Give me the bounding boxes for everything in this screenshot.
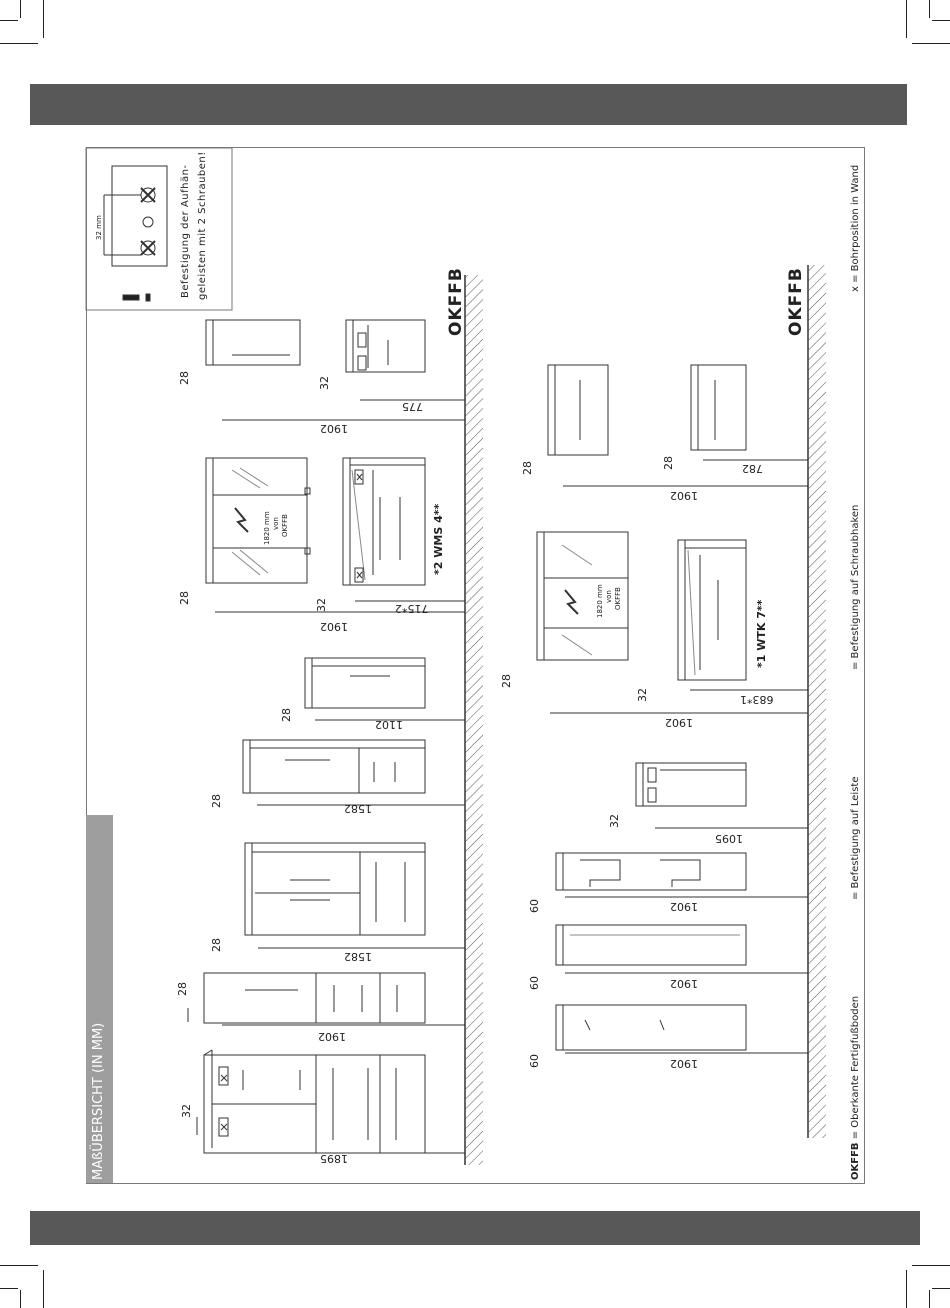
dim-1902-b: 1902	[320, 620, 348, 633]
product-wtk7: *1 WTK 7**	[755, 599, 768, 668]
floor-label-upper: OKFFB	[446, 267, 466, 336]
dim-32-2: 32	[315, 598, 328, 612]
dim-28-9: 28	[662, 456, 675, 470]
dim-28-4: 28	[280, 708, 293, 722]
dim-1102: 1102	[375, 718, 403, 731]
dim-715: 715*2	[395, 602, 429, 615]
unit-1895	[197, 1050, 465, 1153]
mirror-label-a-3: OKFFB	[281, 514, 289, 537]
unit-1102	[305, 658, 465, 720]
dim-32-5: 32	[636, 688, 649, 702]
dim-28-2: 28	[210, 938, 223, 952]
note-line-2: geleisten mit 2 Schrauben!	[197, 151, 208, 300]
note-line-1: Befestigung der Aufhän-	[180, 164, 191, 298]
dim-1902-g: 1902	[665, 716, 693, 729]
unit-1582-a	[245, 843, 465, 948]
mirror-label-b-1: 1820 mm	[596, 584, 604, 618]
page-title: MAßÜBERSICHT (IN MM)	[91, 1022, 106, 1180]
unit-wms4	[343, 458, 465, 601]
dim-28-3: 28	[210, 794, 223, 808]
dim-32-3: 32	[318, 376, 331, 390]
unit-1582-b	[243, 740, 465, 805]
mirror-label-a-2: von	[272, 517, 280, 530]
product-wms4: *2 WMS 4**	[432, 503, 445, 575]
floor-label-lower: OKFFB	[786, 267, 806, 336]
unit-shelf-a	[556, 1005, 808, 1053]
mirror-label-b-3: OKFFB	[614, 587, 622, 610]
legend-haken: = Befestigung auf Schraubhaken	[850, 504, 861, 670]
dim-782: 782	[742, 462, 763, 475]
dim-60-3: 60	[528, 899, 541, 913]
dim-1095: 1095	[715, 832, 743, 845]
dim-775: 775	[402, 400, 423, 413]
dim-1582-b: 1582	[344, 802, 372, 815]
note-box	[86, 148, 232, 310]
unit-1902-c	[548, 365, 808, 486]
dim-1902-d: 1902	[670, 1057, 698, 1070]
dim-28-5: 28	[178, 591, 191, 605]
dim-28-6: 28	[178, 371, 191, 385]
dim-1895: 1895	[320, 1152, 348, 1165]
mirror-label-a-1: 1820 mm	[263, 511, 271, 545]
unit-shelf-b	[556, 925, 808, 973]
dim-1902-h: 1902	[670, 489, 698, 502]
unit-shelf-c	[556, 853, 808, 897]
legend-okffb-abbr: OKFFB	[850, 1142, 861, 1180]
dim-683: 683*1	[740, 693, 774, 706]
unit-1902-b	[206, 320, 465, 420]
dim-1902-e: 1902	[670, 977, 698, 990]
note-dim: 32 mm	[95, 215, 103, 240]
dim-60-2: 60	[528, 976, 541, 990]
unit-1095	[636, 763, 808, 828]
dim-1902-c: 1902	[320, 422, 348, 435]
unit-782	[691, 365, 808, 460]
legend-leiste: = Befestigung auf Leiste	[850, 776, 861, 900]
unit-1902-a	[188, 973, 465, 1025]
dim-1902-a: 1902	[318, 1030, 346, 1043]
dim-1582-a: 1582	[344, 950, 372, 963]
dim-1902-f: 1902	[670, 900, 698, 913]
dim-32-1: 32	[180, 1104, 193, 1118]
unit-wtk7	[678, 540, 808, 690]
dim-28-1: 28	[176, 982, 189, 996]
legend-okffb	[850, 996, 861, 1180]
unit-mirror-a	[206, 458, 465, 612]
legend-bohr: x = Bohrposition in Wand	[850, 164, 861, 292]
mirror-label-b-2: von	[605, 590, 613, 603]
dim-32-4: 32	[608, 814, 621, 828]
dim-28-8: 28	[521, 461, 534, 475]
legend-okffb-text: = Oberkante Fertigfußboden	[850, 995, 861, 1140]
dim-60-1: 60	[528, 1054, 541, 1068]
dim-28-7: 28	[500, 674, 513, 688]
